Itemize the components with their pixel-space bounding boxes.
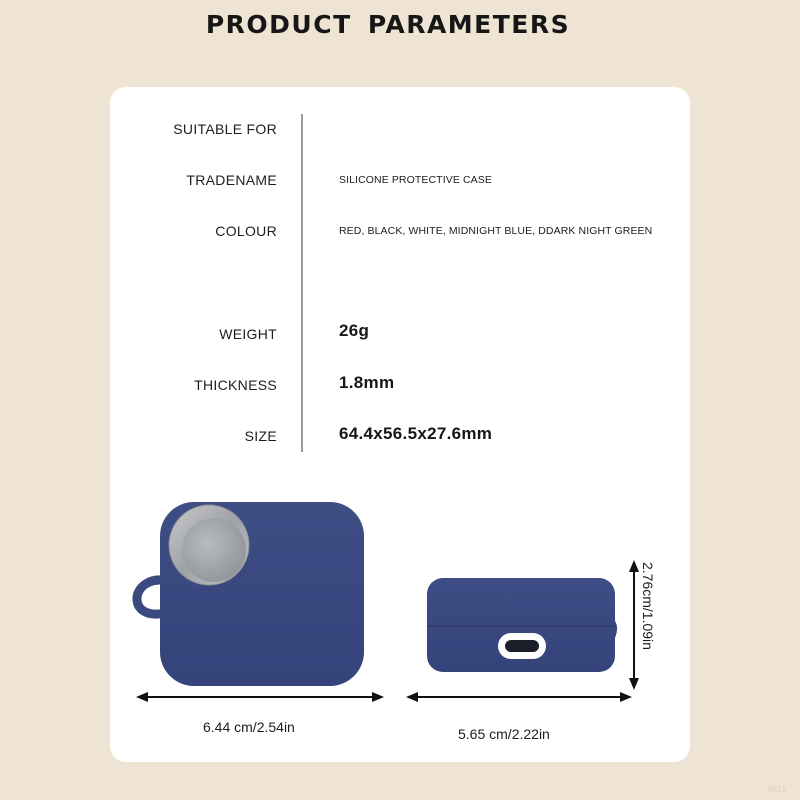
param-value-size: 64.4x56.5x27.6mm <box>339 424 493 443</box>
param-label-tradename: TRADENAME <box>186 172 277 188</box>
depth-dimension-label: 5.65 cm/2.22in <box>458 726 550 742</box>
width-arrow <box>136 692 384 702</box>
param-value-thickness: 1.8mm <box>339 373 395 392</box>
watermark: 8813 <box>768 785 786 794</box>
param-label-size: SIZE <box>244 428 277 444</box>
case-front-view <box>137 502 364 686</box>
param-value-tradename: SILICONE PROTECTIVE CASE <box>339 174 492 186</box>
width-dimension-label: 6.44 cm/2.54in <box>203 719 295 735</box>
usb-c-port <box>505 640 539 652</box>
param-label-colour: COLOUR <box>215 223 277 239</box>
height-arrow <box>629 560 639 690</box>
param-label-suitable-for: SUITABLE FOR <box>173 121 277 137</box>
param-label-weight: WEIGHT <box>219 326 277 342</box>
page-title: PRODUCT PARAMETERS <box>205 10 571 39</box>
param-label-thickness: THICKNESS <box>194 377 277 393</box>
height-dimension-label: 2.76cm/1.09in <box>640 562 656 650</box>
depth-arrow <box>406 692 632 702</box>
case-side-view <box>427 578 615 672</box>
param-value-weight: 26g <box>339 321 370 340</box>
param-value-colour: RED, BLACK, WHITE, MIDNIGHT BLUE, DDARK NIGHT GREEN <box>339 225 653 237</box>
metal-button-center <box>182 518 246 582</box>
